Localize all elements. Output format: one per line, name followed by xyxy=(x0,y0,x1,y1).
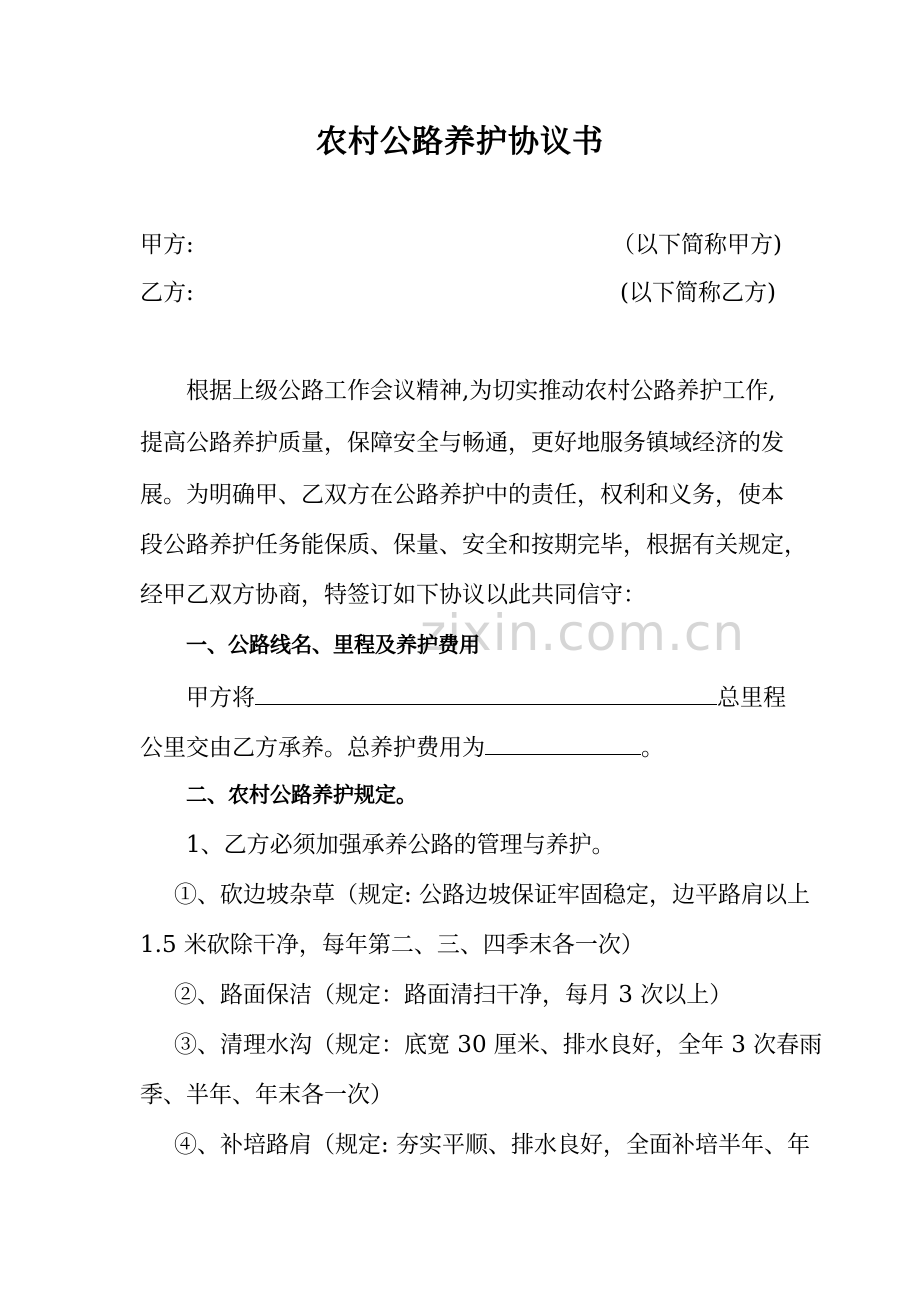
section1-line2 xyxy=(140,730,664,763)
party-b-label: 乙方: xyxy=(140,280,194,306)
watermark: zixin.com.cn xyxy=(420,604,746,662)
section1-heading: 一、公路线名、里程及养护费用 xyxy=(186,633,480,657)
intro-line: 提高公路养护质量，保障安全与畅通，更好地服务镇域经济的发 xyxy=(140,430,784,456)
section1-line1-prefix: 甲方将 xyxy=(186,685,255,711)
section1-line2-suffix: 。 xyxy=(641,735,664,761)
item-c-line2: 季、半年、年末各一次） xyxy=(140,1082,393,1108)
route-blank-line[interactable] xyxy=(255,680,717,705)
item-a-line1: ①、砍边坡杂草（规定: 公路边坡保证牢固稳定，边平路肩以上 xyxy=(174,882,811,908)
section1-line2-prefix: 公里交由乙方承养。总养护费用为 xyxy=(140,735,485,761)
document-title: 农村公路养护协议书 xyxy=(316,124,604,160)
party-b-note: (以下简称乙方) xyxy=(620,280,776,306)
intro-line: 展。为明确甲、乙双方在公路养护中的责任，权利和义务，使本 xyxy=(140,482,784,508)
intro-line: 段公路养护任务能保质、保量、安全和按期完毕，根据有关规定， xyxy=(140,532,807,558)
intro-line: 根据上级公路工作会议精神,为切实推动农村公路养护工作, xyxy=(186,378,776,404)
fee-blank-line[interactable] xyxy=(485,730,641,755)
party-a-label: 甲方: xyxy=(140,232,194,258)
party-a-note: （以下简称甲方) xyxy=(612,232,782,258)
section1-line1-suffix: 总里程 xyxy=(717,685,786,711)
item-d-line1: ④、补培路肩（规定: 夯实平顺、排水良好，全面补培半年、年 xyxy=(174,1132,811,1158)
item-1: 1、乙方必须加强承养公路的管理与养护。 xyxy=(186,832,615,858)
item-c-line1: ③、清理水沟（规定：底宽 30 厘米、排水良好，全年 3 次春雨 xyxy=(174,1032,823,1058)
section2-heading: 二、农村公路养护规定。 xyxy=(186,783,417,807)
section1-line1 xyxy=(186,680,786,713)
item-b: ②、路面保洁（规定：路面清扫干净，每月 3 次以上） xyxy=(174,982,733,1008)
intro-line: 经甲乙双方协商，特签订如下协议以此共同信守： xyxy=(140,582,646,608)
item-a-line2: 1.5 米砍除干净，每年第二、三、四季末各一次） xyxy=(140,932,644,958)
